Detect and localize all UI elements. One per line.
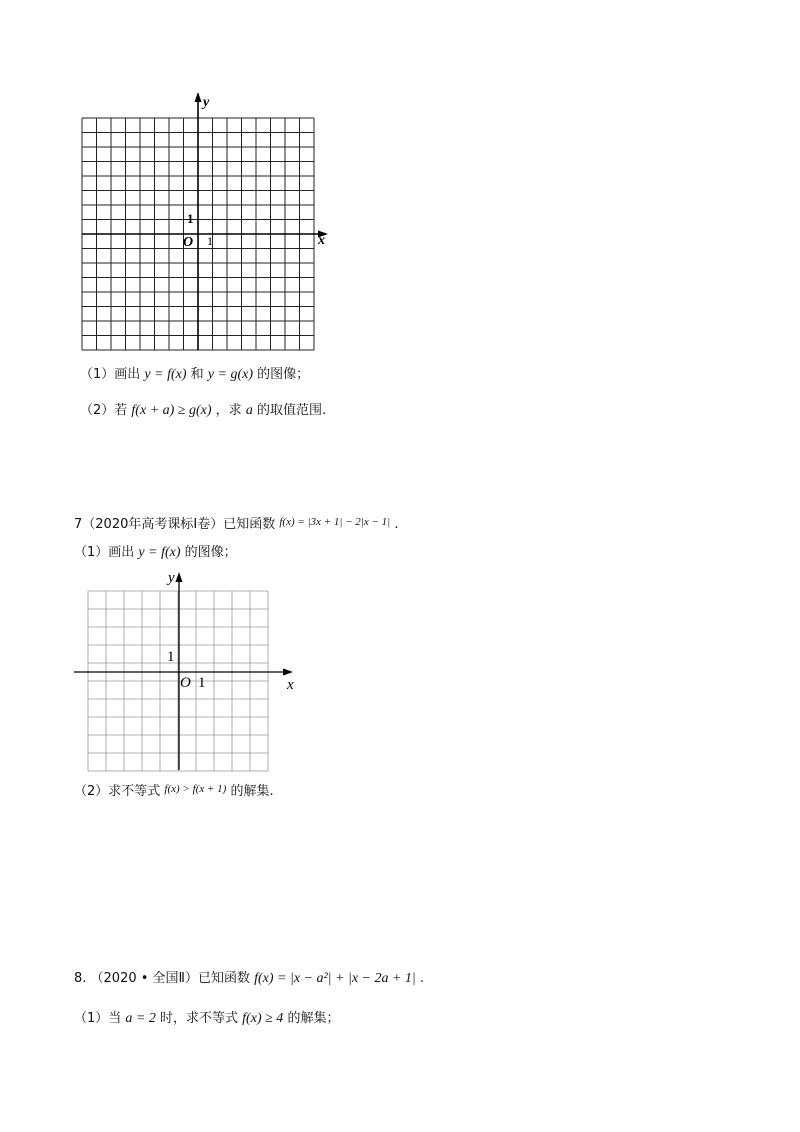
origin-label: O — [180, 675, 191, 691]
q6-part1: （1）画出 y = f(x) 和 y = g(x) 的图像； — [80, 367, 310, 382]
y-unit-label: 1 — [187, 211, 194, 226]
x-axis-arrow — [283, 669, 293, 676]
y-axis-arrow — [195, 92, 202, 102]
q7-part2: （2）求不等式 $^{f(x) > f(x + 1)}$ 的解集. — [74, 783, 274, 799]
q7-part2-math: f(x) > f(x + 1) — [164, 783, 227, 795]
y-axis-arrow — [176, 572, 183, 582]
q7-header: 7（2020年高考课标Ⅰ卷）已知函数 $^{f(x) = |3x + 1| - 2|x - 1|}$ . — [74, 516, 399, 532]
q6-part2: （2）若 f(x + a) ≥ g(x) ，求 a 的取值范围. — [80, 403, 327, 418]
q8-header: 8. （2020 • 全国Ⅱ）已知函数 f(x) = |x − a²| + |x − 2a + 1| . — [74, 971, 425, 986]
q6-part1-math-b: y = g(x) — [207, 367, 254, 382]
x-unit-label: 1 — [198, 675, 206, 691]
q6-part2-math: f(x + a) ≥ g(x) — [131, 403, 212, 418]
x-axis-label: x — [318, 233, 325, 248]
q7-header-math: f(x) = |3x + 1| − 2|x − 1| — [279, 516, 391, 528]
x-unit-label: 1 — [207, 234, 213, 248]
y-axis-label: y — [203, 95, 210, 110]
q6-part2-var: a — [245, 403, 253, 418]
origin-label: O — [183, 235, 194, 250]
q6-part1-math-a: y = f(x) — [144, 367, 187, 382]
y-axis-label: y — [168, 570, 175, 586]
y-unit-label: 1 — [167, 649, 175, 665]
coordinate-grid-1 — [70, 88, 340, 358]
q8-part1-cond: a = 2 — [125, 1011, 156, 1026]
q7-part1: （1）画出 y = f(x) 的图像； — [74, 545, 237, 560]
x-axis-label: x — [287, 677, 294, 693]
coordinate-grid-2 — [70, 565, 310, 775]
q7-part1-math: y = f(x) — [138, 545, 181, 560]
q8-part1: （1）当 a = 2 时，求不等式 f(x) ≥ 4 的解集； — [74, 1011, 340, 1026]
q8-header-math: f(x) = |x − a²| + |x − 2a + 1| — [254, 971, 416, 986]
q8-part1-math: f(x) ≥ 4 — [242, 1011, 284, 1026]
